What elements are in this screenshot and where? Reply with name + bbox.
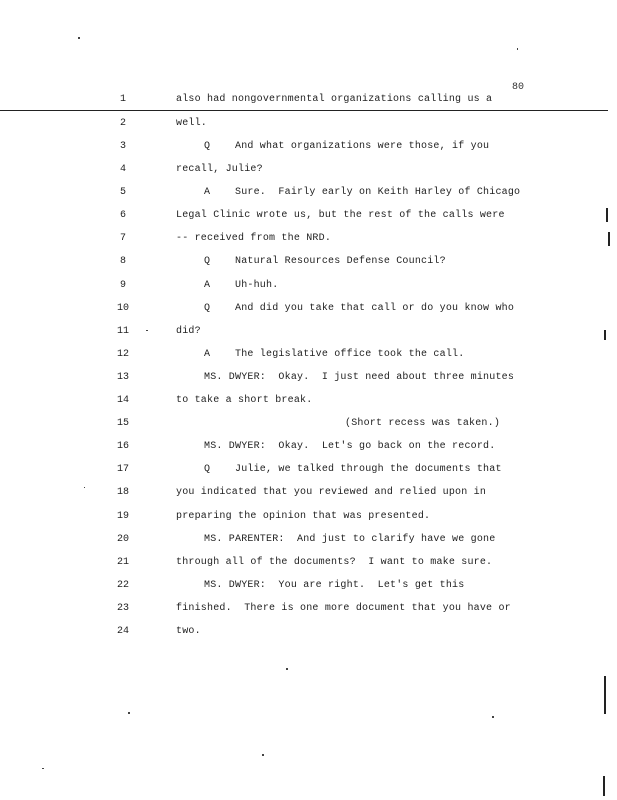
transcript-line: A The legislative office took the call. — [204, 349, 465, 360]
line-number: 9 — [119, 280, 126, 291]
margin-mark — [604, 330, 606, 340]
scan-speck — [517, 48, 518, 50]
line-number: 8 — [119, 256, 126, 267]
transcript-line: (Short recess was taken.) — [345, 418, 501, 429]
line-number: 11 — [116, 326, 129, 337]
scan-speck — [128, 712, 130, 714]
transcript-line: to take a short break. — [176, 395, 313, 406]
line-number: 1 — [119, 94, 126, 105]
transcript-line: two. — [176, 626, 201, 637]
transcript-line: recall, Julie? — [176, 164, 263, 175]
line-number: 13 — [116, 372, 129, 383]
line-number: 23 — [116, 603, 129, 614]
scan-speck — [146, 330, 148, 331]
scan-speck — [78, 37, 80, 39]
transcript-line: preparing the opinion that was presented. — [176, 511, 431, 522]
header-rule — [0, 110, 608, 111]
scan-speck — [262, 754, 264, 756]
transcript-line: MS. DWYER: Okay. Let's go back on the record. — [204, 441, 496, 452]
transcript-line: Q And did you take that call or do you know who — [204, 303, 515, 314]
line-number: 21 — [116, 557, 129, 568]
transcript-line: MS. DWYER: Okay. I just need about three minutes — [204, 372, 515, 383]
line-number: 10 — [116, 303, 129, 314]
line-number: 19 — [116, 511, 129, 522]
scan-speck — [492, 716, 494, 718]
line-number: 5 — [119, 187, 126, 198]
scan-speck — [286, 668, 288, 670]
line-number: 7 — [119, 233, 126, 244]
transcript-line: MS. PARENTER: And just to clarify have we gone — [204, 534, 496, 545]
transcript-line: -- received from the NRD. — [176, 233, 332, 244]
line-number: 24 — [116, 626, 129, 637]
transcript-line: you indicated that you reviewed and relied upon in — [176, 487, 487, 498]
transcript-line: through all of the documents? I want to make sure. — [176, 557, 493, 568]
line-number: 20 — [116, 534, 129, 545]
line-number: 4 — [119, 164, 126, 175]
line-number: 14 — [116, 395, 129, 406]
margin-mark — [606, 208, 608, 222]
line-number: 3 — [119, 141, 126, 152]
transcript-line: finished. There is one more document that you have or — [176, 603, 511, 614]
transcript-line: Q Julie, we talked through the documents that — [204, 464, 502, 475]
page-number: 80 — [512, 82, 525, 93]
scan-speck — [42, 768, 44, 769]
line-number: 16 — [116, 441, 129, 452]
line-number: 18 — [116, 487, 129, 498]
transcript-line: also had nongovernmental organizations calling us a — [176, 94, 493, 105]
margin-mark — [604, 676, 606, 714]
margin-mark — [603, 776, 605, 796]
transcript-line: Q Natural Resources Defense Council? — [204, 256, 446, 267]
transcript-line: MS. DWYER: You are right. Let's get this — [204, 580, 465, 591]
line-number: 12 — [116, 349, 129, 360]
scan-speck — [84, 487, 85, 488]
transcript-line: well. — [176, 118, 208, 129]
transcript-line: Legal Clinic wrote us, but the rest of the calls were — [176, 210, 505, 221]
transcript-line: A Sure. Fairly early on Keith Harley of Chicago — [204, 187, 521, 198]
line-number: 15 — [116, 418, 129, 429]
line-number: 22 — [116, 580, 129, 591]
transcript-line: did? — [176, 326, 201, 337]
line-number: 2 — [119, 118, 126, 129]
transcript-line: A Uh-huh. — [204, 280, 279, 291]
margin-mark — [608, 232, 610, 246]
transcript-line: Q And what organizations were those, if you — [204, 141, 490, 152]
line-number: 17 — [116, 464, 129, 475]
line-number: 6 — [119, 210, 126, 221]
